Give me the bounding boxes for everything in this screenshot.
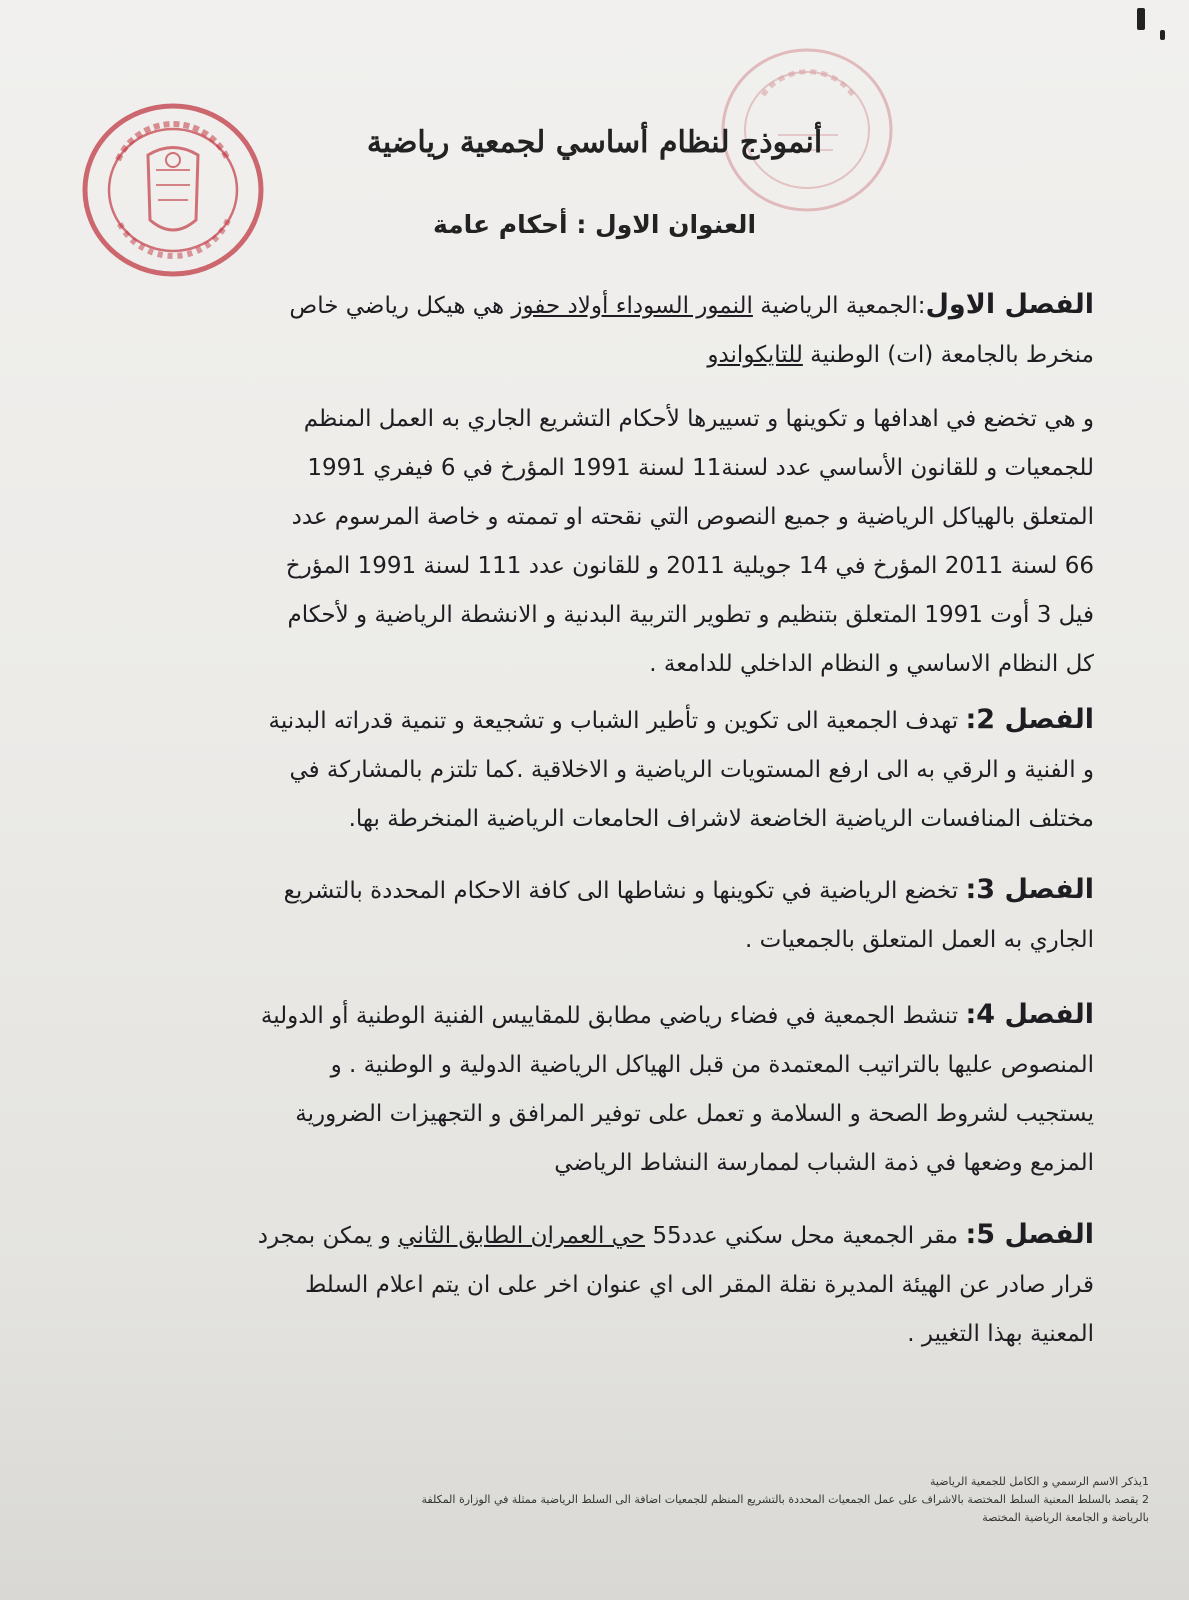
ink-mark <box>1137 8 1145 30</box>
article-2 <box>134 695 1094 844</box>
text-run: تهدف الجمعية الى تكوين و تأطير الشباب و تشجيعة و تنمية قدراته البدنية <box>268 708 959 734</box>
section-title: العنوان الاول : أحكام عامة <box>432 210 757 239</box>
body-line: و الفنية و الرقي به الى ارفع المستويات الرياضية و الاخلاقية .كما تلتزم بالمشاركة في <box>289 757 1094 783</box>
footnote: 1يذكر الاسم الرسمي و الكامل للجمعية الرياضية <box>929 1475 1149 1488</box>
text-run: منخرط بالجامعة (ات) الوطنية <box>802 342 1094 368</box>
article-1 <box>134 280 1094 380</box>
article-heading: الفصل الاول <box>925 289 1094 320</box>
footnote: 2 يقصد بالسلط المعنية السلط المختصة بالاشراف على عمل الجمعيات المحددة بالتشريع المنظم للجمعيات اضافة الى السلط الرياضية ممثلة في الوزارة المكلفة <box>421 1493 1149 1506</box>
association-name: النمور السوداء أولاد حفوز <box>511 293 753 319</box>
footnotes <box>49 1473 1149 1527</box>
article-1-body <box>134 395 1094 689</box>
body-line <box>134 1210 1094 1261</box>
body-line: كل النظام الاساسي و النظام الداخلي للدامعة . <box>649 651 1094 677</box>
body-line: الجاري به العمل المتعلق بالجمعيات . <box>745 927 1094 953</box>
document-title: أنموذج لنظام أساسي لجمعية رياضية <box>366 125 823 160</box>
body-line: قرار صادر عن الهيئة المديرة نقلة المقر الى اي عنوان اخر على ان يتم اعلام السلط <box>304 1272 1094 1298</box>
federation-name: للتايكواندو <box>707 342 803 368</box>
body-line: و هي تخضع في اهدافها و تكوينها و تسييرها لأحكام التشريع الجاري به العمل المنظم <box>303 406 1094 432</box>
body-line: للجمعيات و للقانون الأساسي عدد لسنة11 لسنة 1991 المؤرخ في 6 فيفري 1991 <box>307 455 1094 481</box>
body-line: المنصوص عليها بالتراتيب المعتمدة من قبل الهياكل الرياضية الدولية و الوطنية . و <box>330 1052 1094 1078</box>
text-run: تنشط الجمعية في فضاء رياضي مطابق للمقاييس الفنية الوطنية أو الدولية <box>260 1003 959 1029</box>
body-line <box>134 990 1094 1041</box>
body-line: يستجيب لشروط الصحة و السلامة و تعمل على توفير المرافق و التجهيزات الضرورية <box>295 1101 1094 1127</box>
text-run: تخضع الرياضية في تكوينها و نشاطها الى كافة الاحكام المحددة بالتشريع <box>283 878 959 904</box>
body-line: المتعلق بالهياكل الرياضية و جميع النصوص التي نقحته او تممته و خاصة المرسوم عدد <box>291 504 1094 530</box>
text-run: هي هيكل رياضي خاص <box>289 293 512 319</box>
body-line: فيل 3 أوت 1991 المتعلق بتنظيم و تطوير التربية البدنية و الانشطة الرياضية و لأحكام <box>287 602 1094 628</box>
article-1-line <box>134 331 1094 380</box>
article-5 <box>134 1210 1094 1359</box>
text-run: و يمكن بمجرد <box>257 1223 399 1249</box>
body-line: 66 لسنة 2011 المؤرخ في 14 جويلية 2011 و للقانون عدد 111 لسنة 1991 المؤرخ <box>285 553 1094 579</box>
body-line <box>134 865 1094 916</box>
body-line: المعنية بهذا التغيير . <box>907 1321 1094 1347</box>
text-run: :الجمعية الرياضية <box>752 293 926 319</box>
text-run: مقر الجمعية محل سكني عدد55 <box>645 1223 959 1249</box>
article-heading: الفصل 5: <box>965 1219 1094 1250</box>
article-4 <box>134 990 1094 1188</box>
ink-mark <box>1160 30 1165 40</box>
article-1-line <box>134 280 1094 331</box>
footnote: بالرياضة و الجامعة الرياضية المختصة <box>982 1511 1149 1524</box>
article-heading: الفصل 4: <box>965 999 1094 1030</box>
body-line: مختلف المنافسات الرياضية الخاضعة لاشراف الحامعات الرياضية المنخرطة بها. <box>348 806 1094 832</box>
body-line: المزمع وضعها في ذمة الشباب لممارسة النشاط الرياضي <box>554 1150 1094 1176</box>
article-heading: الفصل 2: <box>965 704 1094 735</box>
headquarters-address: حي العمران الطابق الثاني <box>398 1223 646 1249</box>
body-line <box>134 695 1094 746</box>
article-heading: الفصل 3: <box>965 874 1094 905</box>
article-3 <box>134 865 1094 965</box>
